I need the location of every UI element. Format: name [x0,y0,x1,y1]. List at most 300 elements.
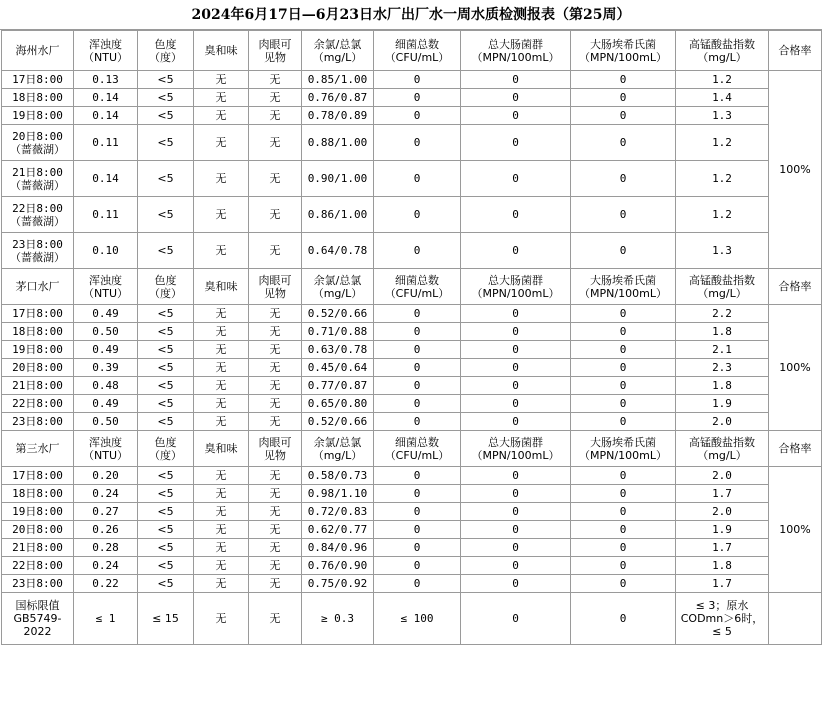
header-coliform-line: 总大肠菌群 [488,37,543,51]
coliform-cell: 0 [461,539,571,557]
date-line: 19日8:00 [12,343,63,356]
date-line: 22日8:00 [12,559,63,572]
table-row [2,125,822,161]
date-line: 17日8:00 [12,73,63,86]
odor-cell: 无 [194,395,249,413]
cod-cell: 1.2 [676,161,769,197]
header-pass-line: 合格率 [778,280,812,293]
ecoli-cell: 0 [571,575,676,593]
header-bacteria-line: 细菌总数 [395,435,439,449]
chlorine-cell: 0.88/1.00 [302,125,374,161]
header-odor-line: 臭和味 [204,280,238,293]
header-ecoli-line: （MPN/100mL） [579,50,667,64]
date-cell [2,233,74,269]
header-odor [194,431,249,467]
header-color-line: 色度 [154,435,177,449]
header-coliform-line: 总大肠菌群 [488,273,543,287]
plant-header-row [2,31,822,71]
cod-cell: 2.0 [676,503,769,521]
table-row [2,161,822,197]
chlorine-cell: 0.77/0.87 [302,377,374,395]
chlorine-cell: 0.45/0.64 [302,359,374,377]
date-line: 23日8:00 [12,237,63,251]
coliform-cell: 0 [461,323,571,341]
color-cell: <5 [138,341,194,359]
color-cell: <5 [138,503,194,521]
header-chlorine [302,269,374,305]
turbidity-cell: 0.50 [74,323,138,341]
chlorine-cell: 0.62/0.77 [302,521,374,539]
standard-label-line: 2022 [23,625,52,638]
turbidity-cell: 0.26 [74,521,138,539]
table-row [2,395,822,413]
header-odor-line: 臭和味 [204,44,238,57]
header-chlorine-line: （mg/L） [312,50,363,64]
table-row [2,377,822,395]
visible-cell: 无 [249,395,302,413]
header-visible [249,431,302,467]
ecoli-cell: 0 [571,485,676,503]
cod-cell: 2.0 [676,467,769,485]
chlorine-cell: 0.84/0.96 [302,539,374,557]
water-quality-table [1,30,822,645]
date-cell [2,575,74,593]
chlorine-cell: 0.64/0.78 [302,233,374,269]
cod-cell: 2.0 [676,413,769,431]
turbidity-cell: 0.28 [74,539,138,557]
coliform-cell: 0 [461,485,571,503]
cod-cell: 2.1 [676,341,769,359]
visible-cell: 无 [249,377,302,395]
plant-header-row [2,431,822,467]
header-ecoli-line: （MPN/100mL） [579,286,667,300]
turbidity-cell: 0.48 [74,377,138,395]
table-row [2,485,822,503]
coliform-cell: 0 [461,233,571,269]
odor-cell: 无 [194,161,249,197]
visible-cell: 无 [249,89,302,107]
odor-cell: 无 [194,377,249,395]
date-line: 22日8:00 [12,201,63,215]
coliform-cell: 0 [461,107,571,125]
turbidity-cell: 0.49 [74,341,138,359]
date-line: 20日8:00 [12,523,63,536]
turbidity-cell: 0.49 [74,305,138,323]
visible-cell: 无 [249,305,302,323]
date-line: 21日8:00 [12,379,63,392]
cod-cell: 1.3 [676,107,769,125]
header-turbidity-line: 浑浊度 [89,273,122,287]
bacteria-cell: 0 [374,575,461,593]
bacteria-cell: 0 [374,233,461,269]
standard-cod-line: ≤ 3；原水 [695,599,749,612]
header-coliform-line: （MPN/100mL） [471,448,560,462]
odor-cell: 无 [194,521,249,539]
date-cell [2,107,74,125]
date-cell [2,359,74,377]
cod-cell: 1.4 [676,89,769,107]
color-cell: <5 [138,305,194,323]
date-line: 23日8:00 [12,577,63,590]
coliform-cell: 0 [461,521,571,539]
header-chlorine-line: 余氯/总氯 [313,273,362,287]
chlorine-cell: 0.76/0.90 [302,557,374,575]
visible-cell: 无 [249,125,302,161]
color-cell: <5 [138,71,194,89]
chlorine-cell: 0.65/0.80 [302,395,374,413]
header-pass [769,431,822,467]
turbidity-cell: 0.24 [74,557,138,575]
table-row [2,503,822,521]
date-line: 21日8:00 [12,165,63,179]
ecoli-cell: 0 [571,125,676,161]
header-cod-line: 高锰酸盐指数 [689,37,755,51]
header-bacteria-line: （CFU/mL） [384,286,450,300]
table-row [2,575,822,593]
bacteria-cell: 0 [374,107,461,125]
chlorine-cell: 0.52/0.66 [302,413,374,431]
ecoli-cell: 0 [571,413,676,431]
header-ecoli-line: 大肠埃希氏菌 [590,37,656,51]
visible-cell: 无 [249,503,302,521]
standard-ecoli: 0 [571,593,676,645]
header-pass [769,31,822,71]
visible-cell: 无 [249,413,302,431]
header-chlorine [302,31,374,71]
standard-odor: 无 [194,593,249,645]
visible-cell: 无 [249,323,302,341]
header-chlorine-line: （mg/L） [312,448,363,462]
odor-cell: 无 [194,71,249,89]
header-bacteria [374,431,461,467]
date-cell [2,413,74,431]
header-turbidity-line: （NTU） [83,50,128,64]
chlorine-cell: 0.85/1.00 [302,71,374,89]
date-line: 18日8:00 [12,91,63,104]
header-cod-line: （mg/L） [697,448,747,462]
cod-cell: 1.7 [676,575,769,593]
bacteria-cell: 0 [374,413,461,431]
plant-header-row [2,269,822,305]
date-cell [2,503,74,521]
color-cell: <5 [138,467,194,485]
cod-cell: 1.8 [676,377,769,395]
odor-cell: 无 [194,485,249,503]
header-turbidity-line: 浑浊度 [89,37,122,51]
odor-cell: 无 [194,197,249,233]
header-visible-line: 肉眼可 [258,273,292,287]
turbidity-cell: 0.27 [74,503,138,521]
visible-cell: 无 [249,107,302,125]
bacteria-cell: 0 [374,89,461,107]
table-row [2,197,822,233]
bacteria-cell: 0 [374,485,461,503]
date-cell [2,125,74,161]
turbidity-cell: 0.14 [74,89,138,107]
table-row [2,107,822,125]
header-bacteria-line: 细菌总数 [395,273,439,287]
date-cell [2,161,74,197]
color-cell: <5 [138,359,194,377]
color-cell: <5 [138,89,194,107]
header-color [138,269,194,305]
cod-cell: 1.7 [676,539,769,557]
header-color-line: （度） [149,286,182,300]
cod-cell: 1.2 [676,71,769,89]
visible-cell: 无 [249,161,302,197]
visible-cell: 无 [249,341,302,359]
report-title: 2024年6月17日—6月23日水厂出厂水一周水质检测报表（第25周） [0,0,822,30]
table-row [2,467,822,485]
date-line: 23日8:00 [12,415,63,428]
odor-cell: 无 [194,233,249,269]
standard-row [2,593,822,645]
date-cell [2,395,74,413]
date-cell [2,71,74,89]
date-cell [2,323,74,341]
header-turbidity-line: （NTU） [83,448,128,462]
coliform-cell: 0 [461,413,571,431]
chlorine-cell: 0.90/1.00 [302,161,374,197]
plant-name: 茅口水厂 [2,269,74,305]
bacteria-cell: 0 [374,503,461,521]
table-row [2,305,822,323]
ecoli-cell: 0 [571,557,676,575]
odor-cell: 无 [194,341,249,359]
chlorine-cell: 0.52/0.66 [302,305,374,323]
header-pass-line: 合格率 [778,442,812,455]
date-line: 21日8:00 [12,541,63,554]
cod-cell: 2.3 [676,359,769,377]
visible-cell: 无 [249,557,302,575]
bacteria-cell: 0 [374,557,461,575]
chlorine-cell: 0.72/0.83 [302,503,374,521]
odor-cell: 无 [194,413,249,431]
table-row [2,359,822,377]
header-ecoli-line: 大肠埃希氏菌 [590,273,656,287]
header-odor [194,269,249,305]
cod-cell: 1.8 [676,557,769,575]
coliform-cell: 0 [461,89,571,107]
ecoli-cell: 0 [571,89,676,107]
header-chlorine [302,431,374,467]
visible-cell: 无 [249,575,302,593]
color-cell: <5 [138,395,194,413]
header-color-line: （度） [149,50,182,64]
bacteria-cell: 0 [374,521,461,539]
color-cell: <5 [138,233,194,269]
table-row [2,323,822,341]
coliform-cell: 0 [461,341,571,359]
date-cell [2,521,74,539]
header-visible-line: 见物 [264,50,286,64]
coliform-cell: 0 [461,305,571,323]
odor-cell: 无 [194,539,249,557]
standard-cod [676,593,769,645]
header-cod [676,31,769,71]
standard-label-line: GB5749- [13,612,62,625]
header-coliform-line: （MPN/100mL） [471,286,560,300]
turbidity-cell: 0.11 [74,125,138,161]
coliform-cell: 0 [461,197,571,233]
bacteria-cell: 0 [374,359,461,377]
date-line: 20日8:00 [12,129,63,143]
cod-cell: 1.7 [676,485,769,503]
turbidity-cell: 0.20 [74,467,138,485]
ecoli-cell: 0 [571,305,676,323]
color-cell: <5 [138,413,194,431]
header-odor [194,31,249,71]
header-coliform [461,269,571,305]
turbidity-cell: 0.10 [74,233,138,269]
turbidity-cell: 0.39 [74,359,138,377]
header-turbidity-line: （NTU） [83,286,128,300]
coliform-cell: 0 [461,503,571,521]
chlorine-cell: 0.71/0.88 [302,323,374,341]
ecoli-cell: 0 [571,395,676,413]
date-cell [2,377,74,395]
standard-coliform: 0 [461,593,571,645]
coliform-cell: 0 [461,125,571,161]
date-line: 18日8:00 [12,487,63,500]
header-turbidity [74,431,138,467]
ecoli-cell: 0 [571,377,676,395]
header-turbidity [74,269,138,305]
standard-chlorine: ≥ 0.3 [302,593,374,645]
header-cod-line: 高锰酸盐指数 [689,435,755,449]
header-cod-line: （mg/L） [697,286,747,300]
bacteria-cell: 0 [374,341,461,359]
header-turbidity [74,31,138,71]
header-cod [676,431,769,467]
header-visible-line: 肉眼可 [258,37,292,51]
header-ecoli-line: 大肠埃希氏菌 [590,435,656,449]
header-pass-line: 合格率 [778,44,812,57]
date-line: 17日8:00 [12,307,63,320]
odor-cell: 无 [194,557,249,575]
coliform-cell: 0 [461,395,571,413]
color-cell: <5 [138,485,194,503]
pass-rate-cell: 100% [769,305,822,431]
date-cell [2,89,74,107]
date-line: 18日8:00 [12,325,63,338]
standard-cod-line: CODmn＞6时， [680,612,764,625]
date-line: 22日8:00 [12,397,63,410]
visible-cell: 无 [249,359,302,377]
turbidity-cell: 0.14 [74,107,138,125]
date-cell [2,539,74,557]
header-pass [769,269,822,305]
color-cell: <5 [138,521,194,539]
turbidity-cell: 0.11 [74,197,138,233]
ecoli-cell: 0 [571,161,676,197]
cod-cell: 1.2 [676,197,769,233]
header-visible-line: 肉眼可 [258,435,292,449]
odor-cell: 无 [194,467,249,485]
visible-cell: 无 [249,467,302,485]
visible-cell: 无 [249,71,302,89]
header-coliform [461,431,571,467]
date-cell [2,557,74,575]
bacteria-cell: 0 [374,305,461,323]
ecoli-cell: 0 [571,503,676,521]
table-row [2,71,822,89]
color-cell: <5 [138,197,194,233]
header-coliform-line: 总大肠菌群 [488,435,543,449]
visible-cell: 无 [249,233,302,269]
header-cod-line: （mg/L） [697,50,747,64]
table-row [2,233,822,269]
header-bacteria [374,31,461,71]
odor-cell: 无 [194,305,249,323]
standard-color: ≤ 15 [138,593,194,645]
bacteria-cell: 0 [374,323,461,341]
table-row [2,89,822,107]
header-cod [676,269,769,305]
ecoli-cell: 0 [571,467,676,485]
date-cell [2,467,74,485]
cod-cell: 1.9 [676,521,769,539]
header-chlorine-line: （mg/L） [312,286,363,300]
date-line: 20日8:00 [12,361,63,374]
bacteria-cell: 0 [374,395,461,413]
ecoli-cell: 0 [571,359,676,377]
header-color-line: （度） [149,448,182,462]
header-chlorine-line: 余氯/总氯 [313,435,362,449]
date-cell [2,341,74,359]
cod-cell: 1.3 [676,233,769,269]
coliform-cell: 0 [461,71,571,89]
header-ecoli [571,269,676,305]
turbidity-cell: 0.13 [74,71,138,89]
standard-pass-empty [769,593,822,645]
odor-cell: 无 [194,503,249,521]
header-ecoli [571,31,676,71]
coliform-cell: 0 [461,557,571,575]
header-coliform-line: （MPN/100mL） [471,50,560,64]
date-line: （蔷薇湖） [10,142,65,156]
header-bacteria-line: （CFU/mL） [384,50,450,64]
turbidity-cell: 0.24 [74,485,138,503]
header-cod-line: 高锰酸盐指数 [689,273,755,287]
color-cell: <5 [138,539,194,557]
table-row [2,521,822,539]
turbidity-cell: 0.50 [74,413,138,431]
date-line: （蔷薇湖） [10,178,65,192]
header-bacteria-line: （CFU/mL） [384,448,450,462]
date-cell [2,485,74,503]
header-visible [249,269,302,305]
bacteria-cell: 0 [374,71,461,89]
chlorine-cell: 0.58/0.73 [302,467,374,485]
standard-bacteria: ≤ 100 [374,593,461,645]
turbidity-cell: 0.14 [74,161,138,197]
coliform-cell: 0 [461,575,571,593]
chlorine-cell: 0.78/0.89 [302,107,374,125]
bacteria-cell: 0 [374,161,461,197]
ecoli-cell: 0 [571,341,676,359]
coliform-cell: 0 [461,467,571,485]
ecoli-cell: 0 [571,323,676,341]
bacteria-cell: 0 [374,539,461,557]
header-color-line: 色度 [154,273,177,287]
date-line: 19日8:00 [12,505,63,518]
cod-cell: 1.8 [676,323,769,341]
standard-visible: 无 [249,593,302,645]
color-cell: <5 [138,107,194,125]
coliform-cell: 0 [461,359,571,377]
header-bacteria [374,269,461,305]
